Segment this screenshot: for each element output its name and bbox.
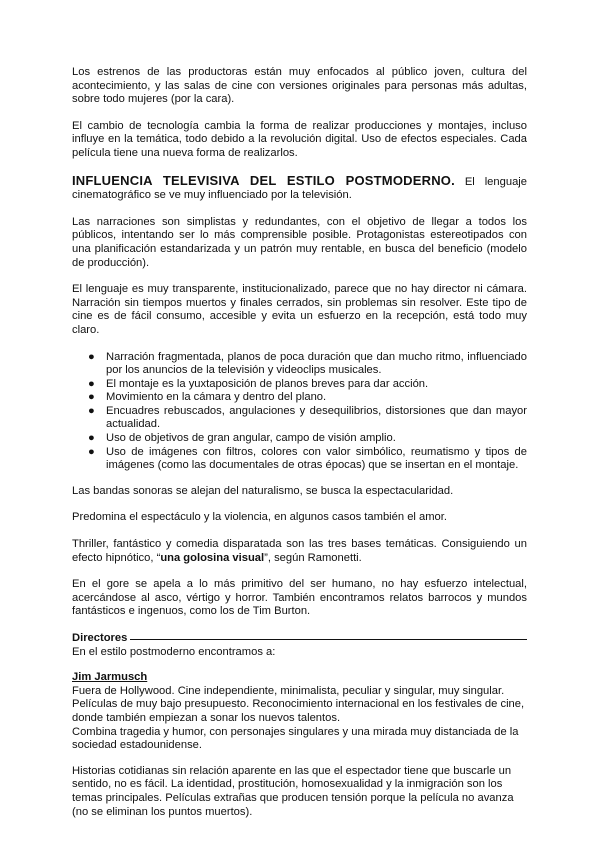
paragraph-espectaculo: Predomina el espectáculo y la violencia, en algunos casos también el amor.: [72, 511, 447, 524]
paragraph-bandas-sonoras: Las bandas sonoras se alejan del naturalismo, se busca la espectacularidad.: [72, 484, 454, 497]
heading-influencia-televisiva: INFLUENCIA TELEVISIVA DEL ESTILO POSTMODERNO.: [72, 172, 455, 188]
golosina-visual-quote: una golosina visual: [160, 551, 265, 564]
jarmusch-line-1: Fuera de Hollywood. Cine independiente, minimalista, peculiar y singular, muy singular.: [72, 684, 505, 697]
document-page: [72, 66, 527, 831]
paragraph-tecnologia: El cambio de tecnología cambia la forma de realizar producciones y montajes, incluso influye en la temática, todo debido a la revolución digital. Uso de efectos especiales. Cada película tiene una nueva forma de realizarlos.: [72, 119, 527, 159]
jarmusch-summary: [72, 685, 527, 753]
list-item: [88, 404, 527, 432]
paragraph-estrenos: Los estrenos de las productoras están muy enfocados al público joven, cultura del acontecimiento, y las salas de cine con versiones originales para personas más adultas, sobre todo mujeres (por la cara).: [72, 66, 527, 106]
paragraph-thriller: [72, 538, 527, 565]
list-item: [88, 445, 527, 473]
bullet-icon: ●: [88, 432, 95, 445]
bullet-icon: ●: [88, 445, 95, 458]
list-item-text: Movimiento en la cámara y dentro del plano.: [106, 391, 327, 404]
paragraph-lenguaje: El lenguaje es muy transparente, institucionalizado, parece que no hay director ni cámara. Narración sin tiempos muertos y finales cerrados, sin problemas sin resolver. Este tipo de cine es de fácil consumo, accesible y evita un esfuerzo en la recepción, está todo muy claro.: [72, 283, 527, 336]
thriller-text-end: ”, según Ramonetti.: [264, 551, 362, 564]
paragraph-gore: En el gore se apela a lo más primitivo del ser humano, no hay esfuerzo intelectual, acercándose al asco, vértigo y horror. También encontramos relatos barrocos y mundos fantásticos e ingenuos, como los de Tim Burton.: [72, 578, 527, 618]
heading-rule: [130, 639, 527, 640]
list-item-text: Uso de objetivos de gran angular, campo de visión amplio.: [106, 432, 396, 445]
section-heading-directores: [72, 632, 527, 646]
bullet-icon: ●: [88, 391, 95, 404]
jarmusch-historias: Historias cotidianas sin relación aparente en las que el espectador tiene que buscarle un sentido, no es fácil. La identidad, prostitución, homosexualidad y la inmigración son los temas principales. Películas extrañas que producen tensión porque la película no avanza (no se eliminan los puntos muertos).: [72, 764, 514, 818]
list-item: [88, 350, 527, 378]
thriller-text-start: Thriller, fantástico y comedia disparatada son las tres bases temáticas. Consiguiendo un efecto hipnótico, “: [72, 538, 527, 564]
bullet-icon: ●: [88, 377, 95, 390]
list-item: [88, 391, 527, 405]
list-item: [88, 432, 527, 446]
list-item: [88, 377, 527, 392]
list-item-text: Encuadres rebuscados, angulaciones y desequilibrios, distorsiones que dan mayor actualidad.: [106, 404, 527, 431]
paragraph-narraciones: Las narraciones son simplistas y redundantes, con el objetivo de llegar a todos los públicos, intentando ser lo más comprensible posible. Protagonistas estereotipados con una planificación estandarizada y un patrón muy rentable, en busca del beneficio (modelo de producción).: [72, 215, 527, 269]
paragraph-influencia: [72, 174, 527, 203]
paragraph-influencia-text: El lenguaje cinematográfico se ve muy influenciado por la televisión.: [72, 175, 527, 202]
list-item-text: El montaje es la yuxtaposición de planos breves para dar acción.: [106, 377, 429, 390]
director-name-jim-jarmusch: Jim Jarmusch: [72, 671, 148, 684]
list-item-text: Uso de imágenes con filtros, colores con valor simbólico, reumatismo y tipos de imágenes (como las documentales de otras épocas) que se insertan en el montaje.: [106, 445, 527, 472]
bullet-icon: ●: [88, 404, 95, 417]
list-item-text: Narración fragmentada, planos de poca duración que dan mucho ritmo, influenciado por los anuncios de la televisión y videoclips musicales.: [106, 350, 527, 377]
directores-title: Directores: [72, 632, 128, 644]
jarmusch-line-2: Películas de muy bajo presupuesto. Reconocimiento internacional en los festivales de cine, donde también empiezan a sonar los nuevos talentos.: [72, 698, 525, 724]
bullet-icon: ●: [88, 350, 95, 363]
feature-list: [72, 351, 527, 473]
jarmusch-line-3: Combina tragedia y humor, con personajes singulares y una mirada muy distanciada de la sociedad estadounidense.: [72, 725, 519, 752]
directores-intro: En el estilo postmoderno encontramos a:: [72, 645, 276, 658]
